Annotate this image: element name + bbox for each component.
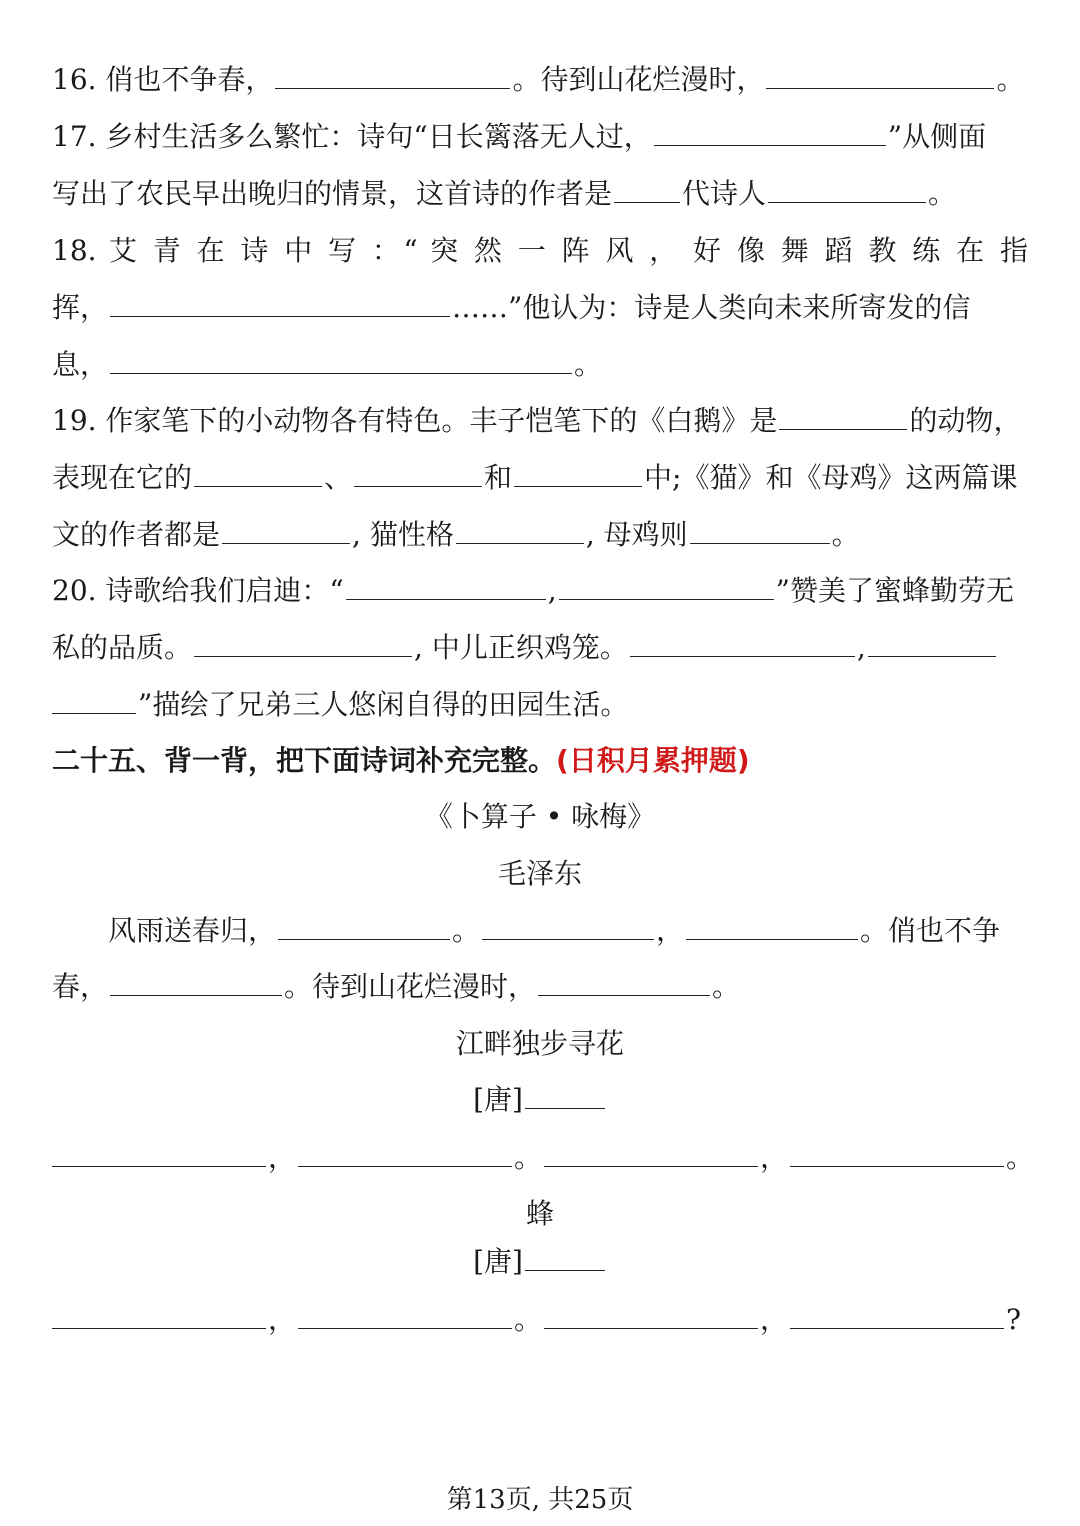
answer-blank[interactable] (614, 174, 680, 203)
q18-text-3: 息， (52, 348, 109, 381)
question-20-line-3 (52, 685, 1028, 725)
poem-1-text-7: 。 (712, 970, 741, 1003)
poem-3-title: 蜂 (525, 1197, 554, 1230)
question-17-line-2 (52, 174, 1028, 214)
answer-blank[interactable] (514, 458, 642, 487)
question-19-line-3 (52, 515, 1028, 555)
question-20-line-2 (52, 628, 1028, 668)
answer-blank[interactable] (194, 628, 412, 657)
section-25-heading (52, 741, 1028, 781)
answer-blank[interactable] (544, 1138, 758, 1167)
q18-text-4: 。 (574, 348, 603, 381)
poem-1-text-1: 风雨送春归， (108, 914, 277, 947)
answer-blank[interactable] (222, 515, 350, 544)
poem-3-punct-4: ? (1006, 1303, 1022, 1336)
poem-3-lines (52, 1300, 1028, 1340)
answer-blank[interactable] (194, 458, 322, 487)
poem-1-line-2 (52, 967, 1028, 1007)
poem-2-punct-4: 。 (1006, 1141, 1035, 1174)
q19-text-1: 19. 作家笔下的小动物各有特色。丰子恺笔下的《白鹅》是 (52, 404, 778, 437)
answer-blank[interactable] (559, 571, 774, 600)
q19-text-3: 表现在它的 (52, 461, 193, 494)
poem-2-dynasty: [唐] (473, 1083, 523, 1116)
question-19-line-2 (52, 458, 1028, 498)
q19-text-7: 文的作者都是 (52, 518, 221, 551)
section-tag: (日积月累押题) (556, 744, 750, 777)
poem-2-punct-1: ， (268, 1141, 297, 1174)
q17-text-1: 17. 乡村生活多么繁忙：诗句“日长篱落无人过， (52, 120, 652, 153)
poem-1-text-2: 。 (452, 914, 481, 947)
answer-blank[interactable] (110, 967, 282, 996)
q19-text-4: 、 (324, 461, 353, 494)
poem-1-text-5: 春， (52, 970, 109, 1003)
q20-text-2: , (547, 574, 557, 607)
question-18-line-2 (52, 288, 1028, 328)
q19-text-10: 。 (831, 518, 860, 551)
answer-blank[interactable] (456, 515, 584, 544)
q19-text-8: , 猫性格 (352, 518, 454, 551)
author-blank[interactable] (525, 1242, 605, 1271)
answer-blank[interactable] (275, 60, 510, 89)
q17-text-3: 写出了农民早出晚归的情景，这首诗的作者是 (52, 177, 613, 210)
q20-text-1: 20. 诗歌给我们启迪：“ (52, 574, 344, 607)
q20-text-3: ”赞美了蜜蜂勤劳无 (775, 574, 1014, 607)
answer-blank[interactable] (790, 1138, 1004, 1167)
poem-1-text-3: ， (656, 914, 685, 947)
question-19-line-1 (52, 401, 1028, 441)
question-18-line-1: 18. 艾 青 在 诗 中 写 ：“ 突 然 一 阵 风 ， 好 像 舞 蹈 教 练 在 指 (52, 234, 1028, 267)
q17-text-4: 代诗人 (682, 177, 767, 210)
answer-blank[interactable] (790, 1300, 1004, 1329)
answer-blank[interactable] (298, 1300, 512, 1329)
answer-blank[interactable] (544, 1300, 758, 1329)
poem-2-author-line (0, 1080, 1080, 1120)
answer-blank[interactable] (52, 1300, 266, 1329)
answer-blank[interactable] (354, 458, 482, 487)
author-blank[interactable] (525, 1080, 605, 1109)
poem-3-author-line (0, 1242, 1080, 1282)
poem-2-punct-3: ， (760, 1141, 789, 1174)
q19-text-5: 和 (484, 461, 513, 494)
answer-blank[interactable] (346, 571, 546, 600)
poem-2-punct-2: 。 (514, 1141, 543, 1174)
section-title: 二十五、背一背，把下面诗词补充完整。 (52, 744, 557, 777)
page-number: 第13页, 共25页 (446, 1485, 634, 1515)
q16-text-3: 。 (996, 63, 1025, 96)
poem-3-punct-2: 。 (514, 1303, 543, 1336)
question-20-line-1 (52, 571, 1028, 611)
q20-text-5: , 中儿正织鸡笼。 (414, 631, 628, 664)
poem-2-title: 江畔独步寻花 (455, 1027, 624, 1060)
q18-text-2: ……”他认为：诗是人类向未来所寄发的信 (452, 291, 971, 324)
poem-1-text-6: 。待到山花烂漫时， (284, 970, 537, 1003)
answer-blank[interactable] (110, 288, 450, 317)
poem-3-dynasty: [唐] (473, 1245, 523, 1278)
answer-blank[interactable] (686, 911, 858, 940)
q19-text-6: 中;《猫》和《母鸡》这两篇课 (644, 461, 1018, 494)
question-18-line-3 (52, 345, 1028, 385)
poem-1-title: 《卜算子 • 咏梅》 (424, 800, 656, 833)
answer-blank[interactable] (52, 685, 136, 714)
poem-1-author: 毛泽东 (497, 857, 582, 890)
question-16 (52, 60, 1028, 100)
q19-text-9: , 母鸡则 (585, 518, 688, 551)
answer-blank[interactable] (298, 1138, 512, 1167)
answer-blank[interactable] (766, 60, 994, 89)
poem-3-punct-1: ， (268, 1303, 297, 1336)
q16-text-1: 16. 俏也不争春， (52, 63, 274, 96)
q19-text-2: 的动物， (909, 404, 1022, 437)
answer-blank[interactable] (278, 911, 450, 940)
q20-text-4: 私的品质。 (52, 631, 193, 664)
answer-blank[interactable] (654, 117, 886, 146)
poem-1-text-4: 。俏也不争 (860, 914, 1001, 947)
q16-text-2: 。待到山花烂漫时， (512, 63, 765, 96)
answer-blank[interactable] (779, 401, 907, 430)
answer-blank[interactable] (110, 345, 572, 374)
answer-blank[interactable] (690, 515, 830, 544)
q18-text-1: 挥， (52, 291, 109, 324)
answer-blank[interactable] (52, 1138, 266, 1167)
q17-text-2: ”从侧面 (887, 120, 987, 153)
answer-blank[interactable] (538, 967, 710, 996)
answer-blank[interactable] (630, 628, 855, 657)
answer-blank[interactable] (482, 911, 654, 940)
poem-1-line-1 (52, 911, 1028, 951)
q17-text-5: 。 (928, 177, 957, 210)
answer-blank[interactable] (768, 174, 926, 203)
poem-2-lines (52, 1138, 1035, 1178)
poem-3-punct-3: ， (760, 1303, 789, 1336)
q20-text-7: ”描绘了兄弟三人悠闲自得的田园生活。 (138, 688, 629, 721)
q20-text-6: , (856, 631, 866, 664)
question-17-line-1 (52, 117, 1028, 157)
answer-blank[interactable] (868, 628, 996, 657)
